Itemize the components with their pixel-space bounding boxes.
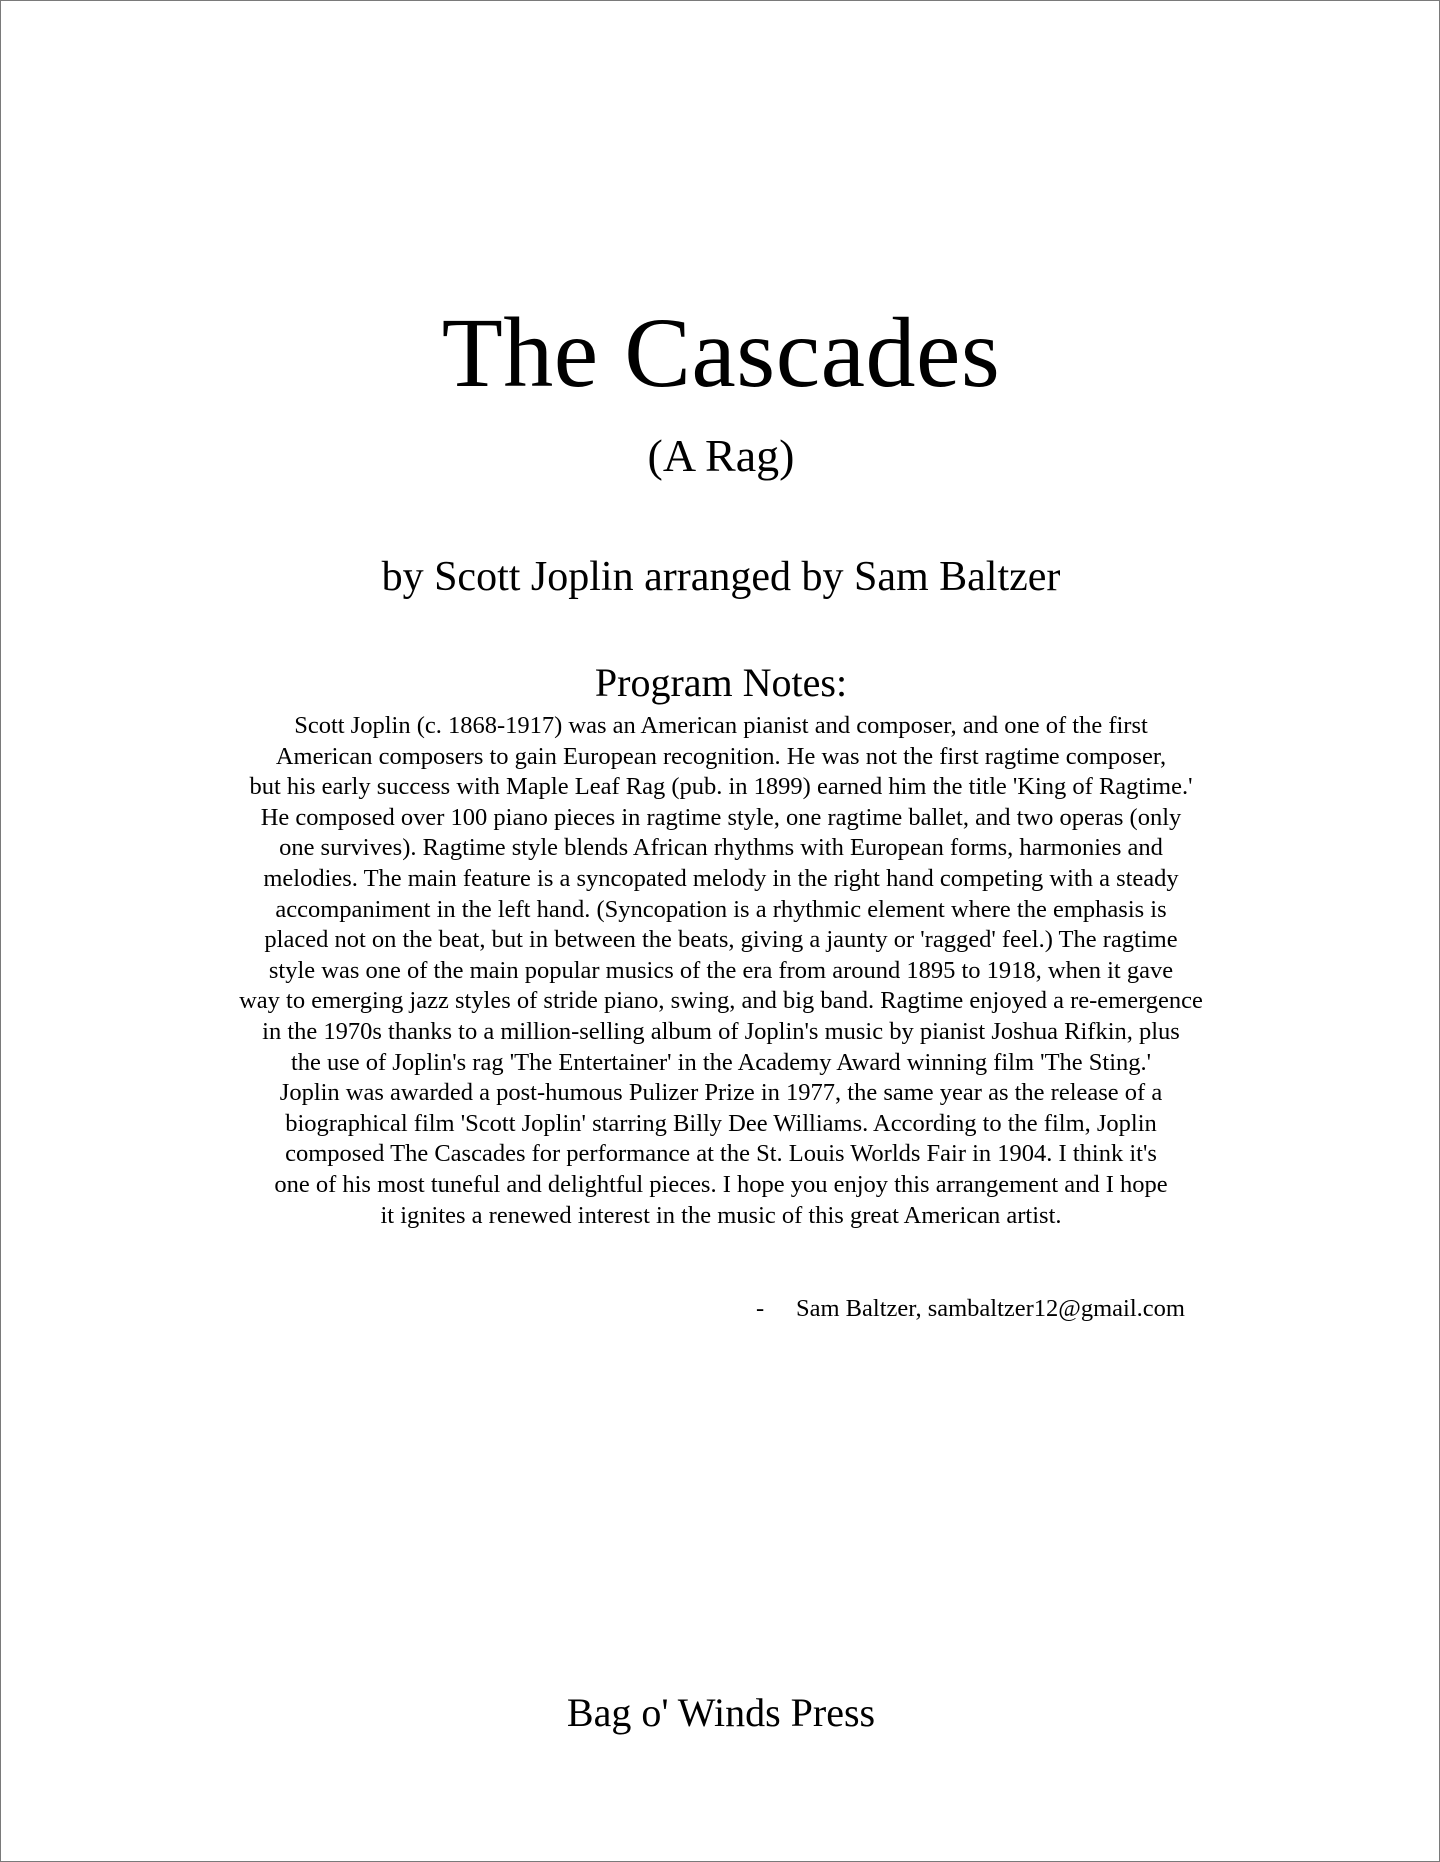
notes-line: but his early success with Maple Leaf Rag (pub. in 1899) earned him the title 'King of Ragtime.' [249, 773, 1193, 801]
notes-line: He composed over 100 piano pieces in ragtime style, one ragtime ballet, and two operas (only [260, 803, 1182, 831]
notes-line: melodies. The main feature is a syncopated melody in the right hand competing with a steady [263, 864, 1179, 892]
notes-line: Scott Joplin (c. 1868-1917) was an American pianist and composer, and one of the first [294, 712, 1148, 739]
page-title: The Cascades [441, 297, 1001, 408]
program-notes-heading: Program Notes: [594, 660, 848, 705]
notes-line: way to emerging jazz styles of stride piano, swing, and big band. Ragtime enjoyed a re-emergence [239, 987, 1203, 1015]
signature-dash: - [756, 1295, 765, 1322]
program-notes-body [121, 711, 1321, 1231]
page-subtitle: (A Rag) [647, 430, 795, 481]
notes-line: placed not on the beat, but in between the beats, giving a jaunty or 'ragged' feel.) The ragtime [264, 926, 1178, 954]
notes-line: the use of Joplin's rag 'The Entertainer' in the Academy Award winning film 'The Sting.' [290, 1048, 1152, 1076]
notes-line: American composers to gain European recognition. He was not the first ragtime composer, [275, 742, 1167, 770]
notes-line: style was one of the main popular musics of the era from around 1895 to 1918, when it gave [268, 956, 1174, 984]
notes-line: one survives). Ragtime style blends African rhythms with European forms, harmonies and [279, 834, 1163, 862]
notes-line: accompaniment in the left hand. (Syncopation is a rhythmic element where the emphasis is [275, 895, 1167, 923]
notes-line: it ignites a renewed interest in the music of this great American artist. [380, 1201, 1062, 1229]
notes-line: one of his most tuneful and delightful pieces. I hope you enjoy this arrangement and I hope [274, 1170, 1168, 1198]
notes-line: composed The Cascades for performance at the St. Louis Worlds Fair in 1904. I think it's [285, 1140, 1157, 1168]
byline: by Scott Joplin arranged by Sam Baltzer [381, 554, 1061, 600]
notes-line: in the 1970s thanks to a million-selling album of Joplin's music by pianist Joshua Rifkin, plus [262, 1017, 1180, 1045]
notes-signature [756, 1294, 1185, 1324]
notes-line: biographical film 'Scott Joplin' starring Billy Dee Williams. According to the film, Joplin [285, 1109, 1157, 1137]
notes-line: Joplin was awarded a post-humous Pulizer Prize in 1977, the same year as the release of a [279, 1079, 1163, 1107]
signature-text: Sam Baltzer, sambaltzer12@gmail.com [796, 1295, 1185, 1322]
publisher-name: Bag o' Winds Press [566, 1690, 876, 1735]
